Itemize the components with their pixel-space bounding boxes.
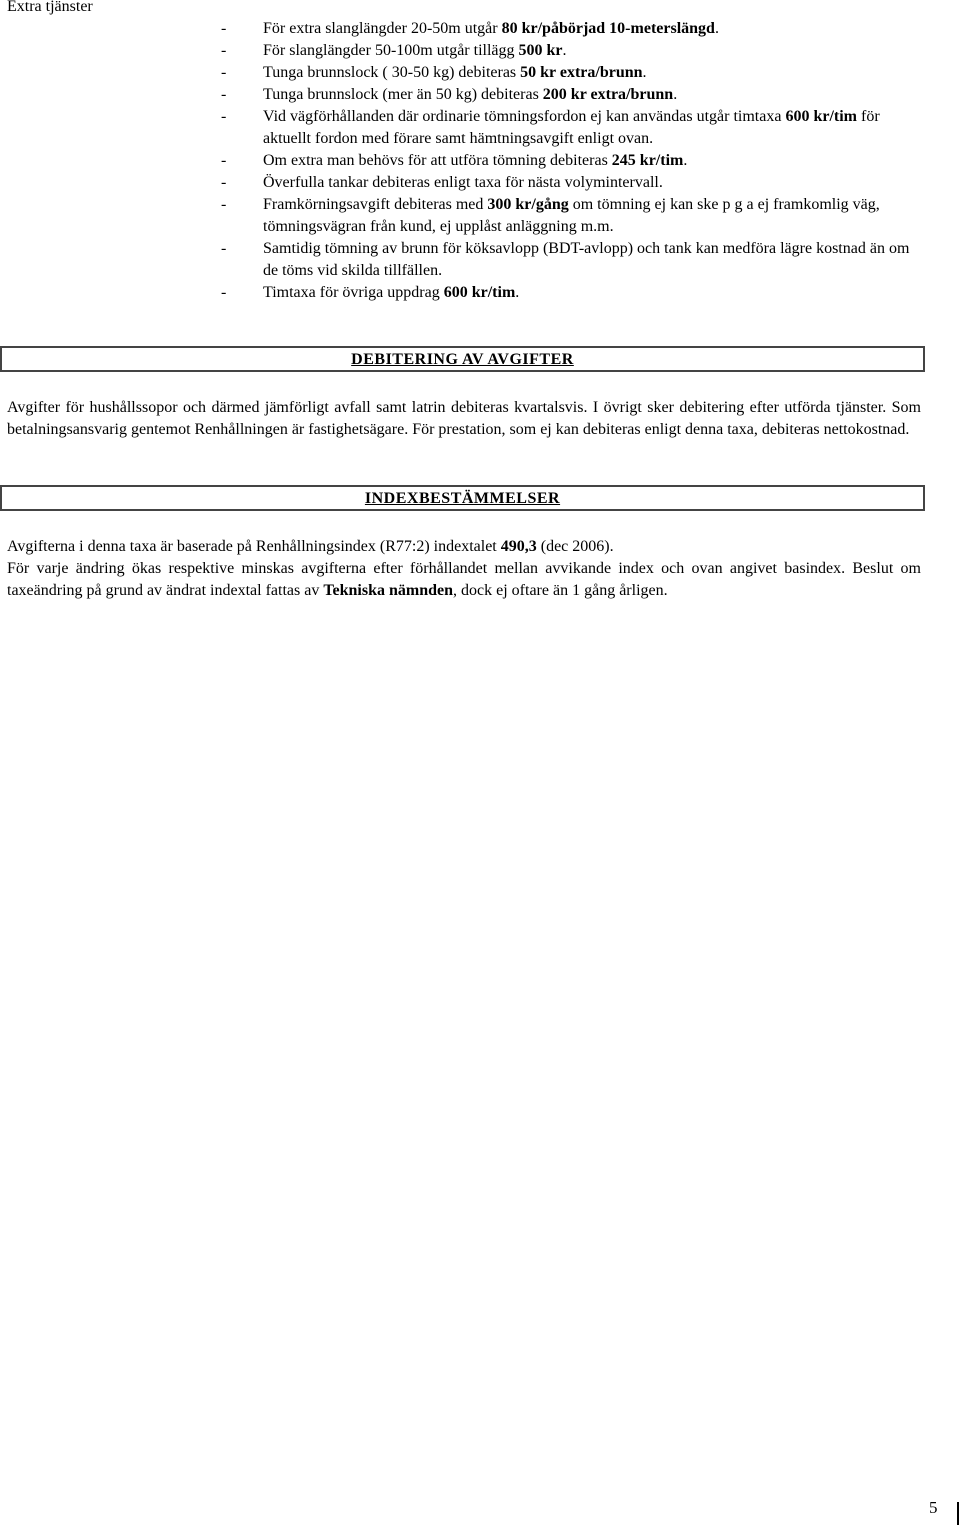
list-item bbox=[221, 40, 921, 62]
list-dash: - bbox=[221, 86, 227, 103]
item-price: 300 kr/gång bbox=[487, 196, 569, 213]
debitering-heading: DEBITERING AV AVGIFTER bbox=[0, 346, 925, 372]
extra-services-list bbox=[221, 18, 921, 304]
debitering-paragraph: Avgifter för hushållssopor och därmed jämförligt avfall samt latrin debiteras kvartalsvis. I övrigt sker debitering efter utförda tjänster. Som betalningsansvarig gentemot Renhållningen är fastighetsägare. För prestation, som ej kan debiteras enligt denna taxa, debiteras nettokostnad. bbox=[7, 399, 921, 438]
item-text-end: . bbox=[515, 284, 520, 301]
item-text: Överfulla tankar debiteras enligt taxa för nästa volymintervall. bbox=[263, 174, 663, 191]
item-text-end: . bbox=[673, 86, 678, 103]
list-dash: - bbox=[221, 174, 227, 191]
item-text: Vid vägförhållanden där ordinarie tömningsfordon ej kan användas utgår timtaxa bbox=[263, 108, 786, 125]
page-edge-mark bbox=[957, 1502, 959, 1525]
list-dash: - bbox=[221, 108, 227, 125]
list-item bbox=[221, 150, 921, 172]
list-item bbox=[221, 172, 921, 194]
item-text: Tunga brunnslock ( 30-50 kg) debiteras bbox=[263, 64, 521, 81]
item-price: 600 kr/tim bbox=[785, 108, 857, 125]
list-item bbox=[221, 194, 921, 238]
item-text: För extra slanglängder 20-50m utgår bbox=[263, 20, 502, 37]
item-text: Timtaxa för övriga uppdrag bbox=[263, 284, 444, 301]
list-item bbox=[221, 18, 921, 40]
item-text-end: . bbox=[562, 42, 567, 59]
list-item bbox=[221, 238, 921, 282]
index-line2-end: , dock ej oftare än 1 gång årligen. bbox=[453, 582, 668, 599]
index-paragraph bbox=[7, 536, 921, 602]
list-dash: - bbox=[221, 196, 227, 213]
list-dash: - bbox=[221, 240, 227, 257]
committee-name: Tekniska nämnden bbox=[323, 582, 454, 599]
index-heading: INDEXBESTÄMMELSER bbox=[0, 485, 925, 511]
item-text: Samtidig tömning av brunn för köksavlopp (BDT-avlopp) och tank kan medföra lägre kostnad än om de töms vid skilda tillfällen. bbox=[263, 240, 910, 279]
list-dash: - bbox=[221, 64, 227, 81]
item-text: Framkörningsavgift debiteras med bbox=[263, 196, 488, 213]
item-text-end: . bbox=[642, 64, 647, 81]
index-line2: För varje ändring ökas respektive minskas avgifterna efter förhållandet mellan avvikande index och ovan angivet basindex. Beslut om taxeändring på grund av ändrat indextal fattas av bbox=[7, 560, 921, 599]
list-item bbox=[221, 84, 921, 106]
index-line1-end: (dec 2006). bbox=[536, 538, 614, 555]
item-price: 600 kr/tim bbox=[443, 284, 516, 301]
list-item bbox=[221, 106, 921, 150]
list-dash: - bbox=[221, 20, 227, 37]
item-text: Tunga brunnslock (mer än 50 kg) debiteras bbox=[263, 86, 543, 103]
page-number: 5 bbox=[929, 1498, 938, 1517]
list-item bbox=[221, 282, 921, 304]
item-price: 50 kr extra/brunn bbox=[520, 64, 643, 81]
item-price: 500 kr bbox=[518, 42, 563, 59]
list-dash: - bbox=[221, 152, 227, 169]
item-text-end: . bbox=[683, 152, 688, 169]
item-price: 245 kr/tim bbox=[611, 152, 684, 169]
item-text: Om extra man behövs för att utföra tömning debiteras bbox=[263, 152, 612, 169]
item-text: För slanglängder 50-100m utgår tillägg bbox=[263, 42, 519, 59]
index-value: 490,3 bbox=[500, 538, 537, 555]
list-dash: - bbox=[221, 42, 227, 59]
item-price: 80 kr/påbörjad 10-meterslängd bbox=[501, 20, 715, 37]
list-dash: - bbox=[221, 284, 227, 301]
section-title: Extra tjänster bbox=[7, 0, 93, 15]
item-text-end: för aktuellt fordon med förare samt hämtningsavgift enligt ovan. bbox=[263, 108, 880, 147]
index-line1: Avgifterna i denna taxa är baserade på Renhållningsindex (R77:2) indextalet bbox=[7, 538, 501, 555]
item-text-end: om tömning ej kan ske p g a ej framkomlig väg, tömningsvägran från kund, ej upplåst anläggning m.m. bbox=[263, 196, 880, 235]
item-price: 200 kr extra/brunn bbox=[542, 86, 674, 103]
list-item bbox=[221, 62, 921, 84]
item-text-end: . bbox=[714, 20, 719, 37]
